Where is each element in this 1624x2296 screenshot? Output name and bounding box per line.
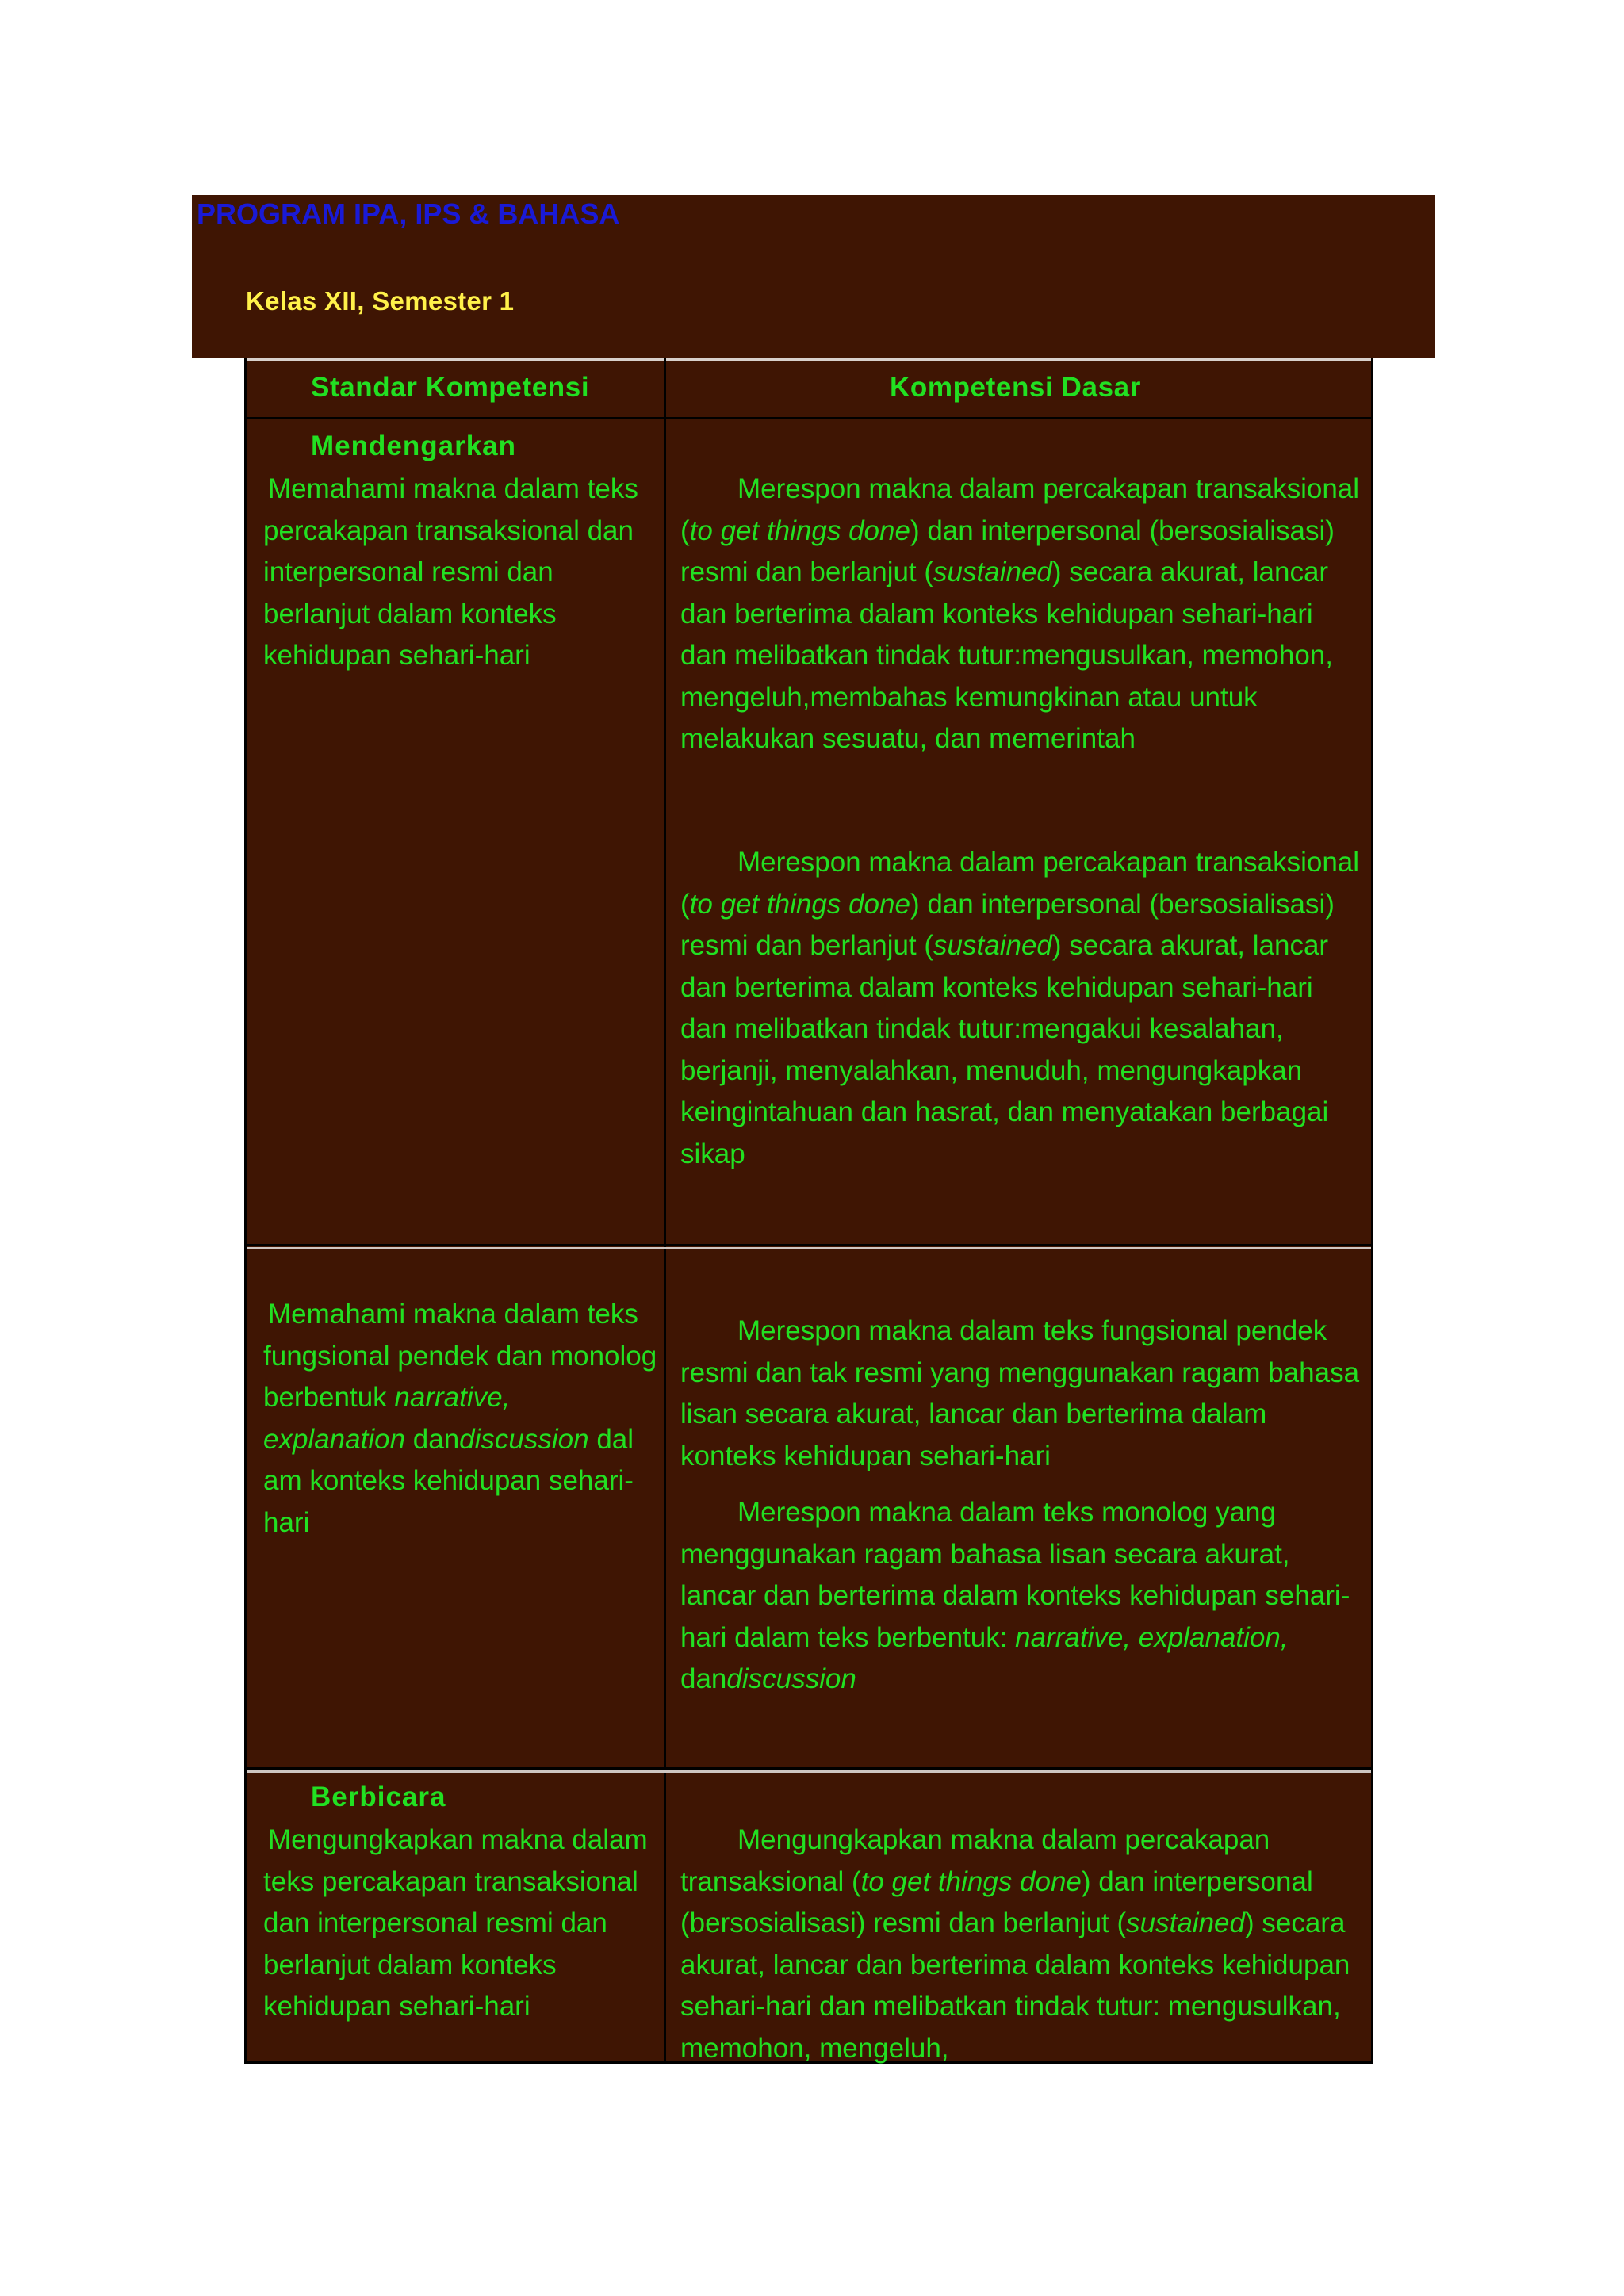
dasar-paragraph <box>680 842 1362 1175</box>
italic-run: to get things done <box>689 888 910 920</box>
header-divider <box>247 417 1371 419</box>
dasar-cell <box>680 842 1362 1175</box>
header-banner <box>192 195 1435 358</box>
table-top-border <box>247 358 1371 361</box>
text-run: ) dan interpersonal (bersosialisasi) resmi dan berlanjut ( <box>680 515 1335 587</box>
text-run: Merespon makna dalam percakapan transaksional ( <box>680 847 1360 920</box>
dasar-cell <box>680 1820 1362 2069</box>
column-divider <box>664 358 666 2061</box>
italic-run: sustained <box>1126 1908 1245 1938</box>
text-run: ) secara akurat, lancar dan berterima dalam konteks kehidupan sehari-hari dan melibatkan tindak tutur: mengusulkan, memohon, mengeluh, <box>680 1908 1350 2064</box>
text-run: ) dan interpersonal (bersosialisasi) resmi dan berlanjut ( <box>680 888 1335 961</box>
dasar-cell <box>680 1311 1362 1477</box>
standar-text: Memahami makna dalam teks percakapan transaksional dan interpersonal resmi dan berlanjut dalam konteks kehidupan sehari-hari <box>263 473 638 671</box>
italic-run: narrative, explanation <box>263 1382 511 1455</box>
italic-run: sustained <box>933 930 1052 961</box>
dasar-paragraph <box>680 1820 1362 2069</box>
row-divider-light <box>247 1247 1371 1249</box>
class-semester-label: Kelas XII, Semester 1 <box>246 286 515 316</box>
text-run: Memahami makna dalam teks fungsional pendek dan monolog berbentuk <box>263 1299 657 1413</box>
program-title: PROGRAM IPA, IPS & BAHASA <box>197 197 620 230</box>
text-run: ) dan interpersonal (bersosialisasi) resmi dan berlanjut ( <box>680 1866 1313 1938</box>
dasar-cell <box>680 1492 1362 1701</box>
text-run: dal am konteks kehidupan sehari-hari <box>263 1423 634 1538</box>
standar-cell <box>263 469 660 677</box>
competency-table <box>244 358 1373 2064</box>
dasar-paragraph <box>680 1492 1362 1701</box>
section-title-mendengarkan: Mendengarkan <box>311 430 516 461</box>
standar-text: Mengungkapkan makna dalam teks percakapan transaksional dan interpersonal resmi dan berlanjut dalam konteks kehidupan sehari-hari <box>263 1824 648 2022</box>
row-divider <box>247 1767 1371 1770</box>
row-divider <box>247 1244 1371 1246</box>
standar-cell <box>263 1294 660 1544</box>
text-run: dan <box>680 1663 727 1694</box>
italic-run: discussion <box>726 1663 856 1694</box>
italic-run: to get things done <box>689 515 910 546</box>
text-run: dan <box>405 1423 460 1455</box>
text-run: ) secara akurat, lancar dan berterima dalam konteks kehidupan sehari-hari dan melibatkan tindak tutur:mengusulkan, memohon, mengeluh,membahas kemungkinan atau untuk melakukan sesuatu, dan memerintah <box>680 557 1333 754</box>
row-divider-light <box>247 1770 1371 1773</box>
dasar-cell <box>680 469 1362 760</box>
column-header-dasar: Kompetensi Dasar <box>890 372 1141 403</box>
column-header-standar: Standar Kompetensi <box>311 372 590 403</box>
italic-run: sustained <box>933 557 1052 587</box>
dasar-paragraph <box>680 469 1362 760</box>
section-title-berbicara: Berbicara <box>311 1781 446 1812</box>
text-run: ) secara akurat, lancar dan berterima dalam konteks kehidupan sehari-hari dan melibatkan tindak tutur:mengakui kesalahan, berjanji, menyalahkan, menuduh, mengungkapkan keingintahuan dan hasrat, dan menyatakan berbagai sikap <box>680 930 1329 1169</box>
standar-cell <box>263 1820 660 2028</box>
italic-run: to get things done <box>860 1866 1082 1897</box>
italic-run: narrative, explanation, <box>1015 1621 1289 1653</box>
text-run: Merespon makna dalam percakapan transaksional ( <box>680 473 1360 546</box>
dasar-paragraph: Merespon makna dalam teks fungsional pendek resmi dan tak resmi yang menggunakan ragam bahasa lisan secara akurat, lancar dan berterima dalam konteks kehidupan sehari-hari <box>680 1315 1360 1471</box>
standar-text <box>263 1294 660 1544</box>
italic-run: discussion <box>459 1423 589 1455</box>
text-run: Merespon makna dalam teks monolog yang menggunakan ragam bahasa lisan secara akurat, lancar dan berterima dalam konteks kehidupan sehari-hari dalam teks berbentuk: <box>680 1497 1350 1653</box>
text-run: Mengungkapkan makna dalam percakapan transaksional ( <box>680 1824 1270 1897</box>
